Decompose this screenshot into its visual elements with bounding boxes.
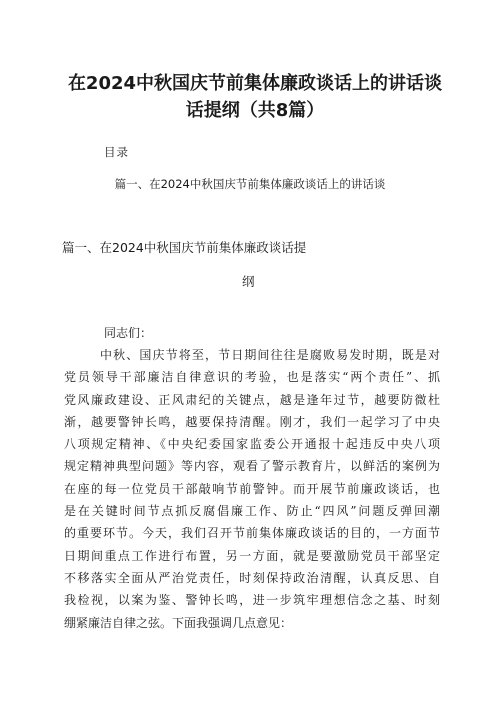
- paragraph-line: 是在关键时间节点抓反腐倡廉工作、防止“四风”问题反弹回潮: [64, 504, 440, 519]
- paragraph-line: 绷紧廉洁自律之弦。下面我强调几点意见：: [64, 615, 293, 630]
- paragraph-line: 的重要环节。今天，我们召开节前集体廉政谈话的目的，一方面节: [64, 526, 440, 541]
- greeting: 同志们：: [104, 326, 153, 340]
- section-title-line-2: 纲: [242, 274, 255, 289]
- toc-item-1[interactable]: 篇一、在2024中秋国庆节前集体廉政谈话上的讲话谈: [114, 177, 386, 191]
- paragraph-line: 不移落实全面从严治党责任，时刻保持政治清醒，认真反思、自: [64, 570, 440, 585]
- body-paragraph: [64, 344, 440, 634]
- document-title-line-1: 在2024中秋国庆节前集体廉政谈话上的讲话谈: [67, 73, 443, 94]
- section-title-line-1: 篇一、在2024中秋国庆节前集体廉政谈话提: [62, 240, 307, 255]
- paragraph-line: 日期间重点工作进行布置，另一方面，就是要激励党员干部坚定: [64, 548, 440, 563]
- paragraph-line: 八项规定精神、《中央纪委国家监委公开通报十起违反中央八项: [64, 437, 440, 452]
- paragraph-line: 我检视，以案为鉴、警钟长鸣，进一步筑牢理想信念之基、时刻: [64, 593, 440, 608]
- paragraph-line: 渐，越要警钟长鸣，越要保持清醒。刚才，我们一起学习了中央: [64, 414, 440, 429]
- paragraph-line: 党风廉政建设、正风肃纪的关键点，越是逢年过节，越要防微杜: [64, 392, 440, 407]
- paragraph-line: 在座的每一位党员干部敲响节前警钟。而开展节前廉政谈话，也: [64, 481, 440, 496]
- toc-heading: 目录: [104, 145, 129, 159]
- document-title-line-2: 话提纲（共8篇）: [185, 100, 325, 121]
- paragraph-line: 党员领导干部廉洁自律意识的考验，也是落实“两个责任”、抓: [64, 370, 440, 385]
- paragraph-line: 中秋、国庆节将至，节日期间往往是腐败易发时期，既是对: [100, 348, 440, 362]
- paragraph-line: 规定精神典型问题》等内容，观看了警示教育片，以鲜活的案例为: [64, 459, 440, 474]
